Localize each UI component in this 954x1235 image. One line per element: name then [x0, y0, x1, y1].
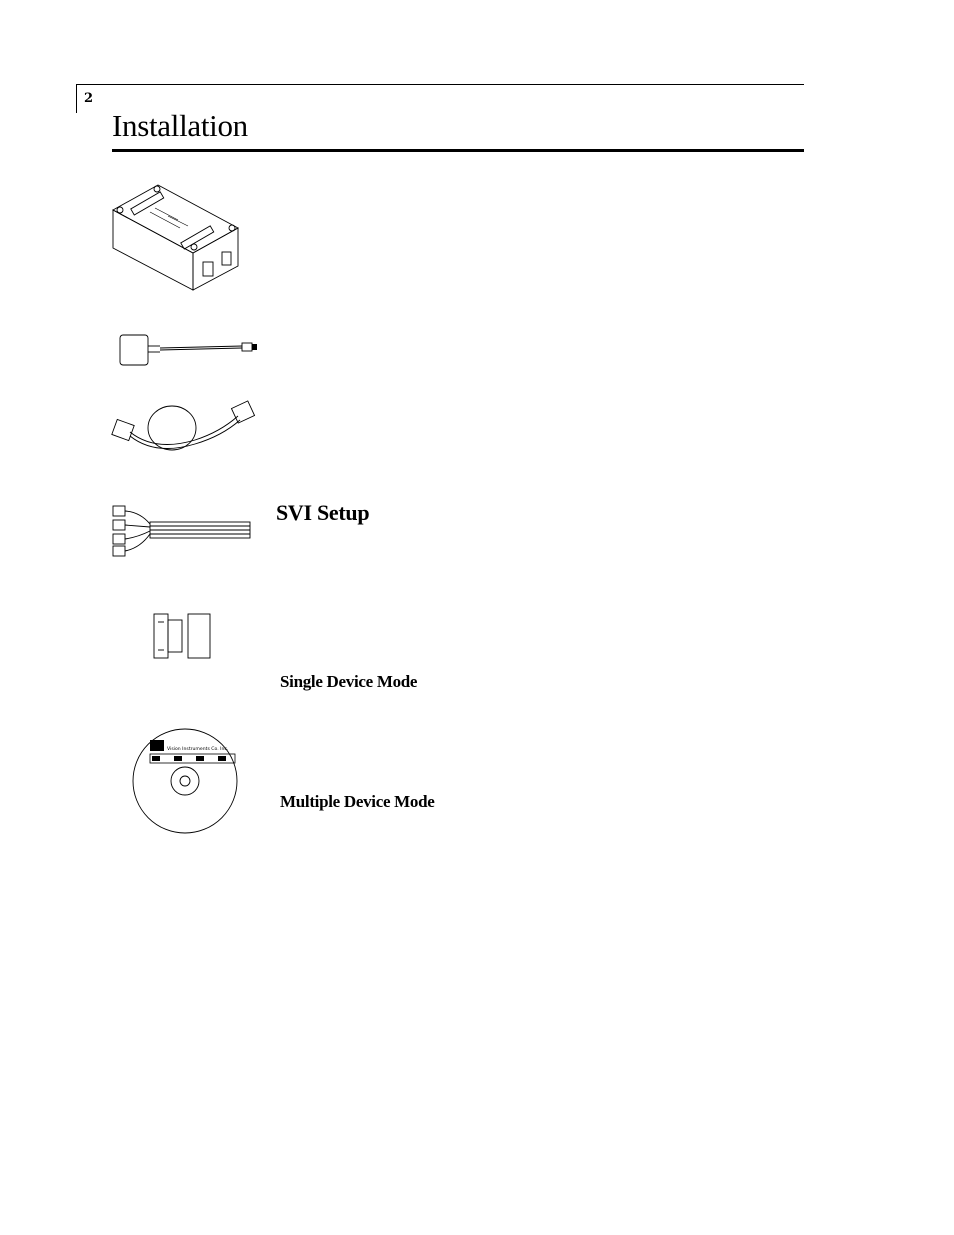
- connector-icon: [150, 610, 214, 662]
- section-heading-single-device-mode: Single Device Mode: [280, 672, 418, 691]
- ribbon-cable-icon: [110, 502, 258, 560]
- page-number: 2: [84, 91, 94, 106]
- cd-disc-icon: [130, 726, 240, 836]
- page-title: Installation: [112, 108, 248, 143]
- section-heading-multiple-device-mode: Multiple Device Mode: [280, 792, 435, 811]
- header-tick: [76, 84, 77, 113]
- section-heading-svi-setup: SVI Setup: [276, 500, 370, 525]
- cd-label: Vision Instruments Co. Inc.: [167, 747, 229, 752]
- title-rule: [112, 149, 804, 152]
- coiled-cable-icon: [110, 396, 265, 462]
- header-rule: [76, 84, 804, 85]
- usb-cable-icon: [112, 332, 267, 372]
- interface-box-icon: [110, 180, 245, 292]
